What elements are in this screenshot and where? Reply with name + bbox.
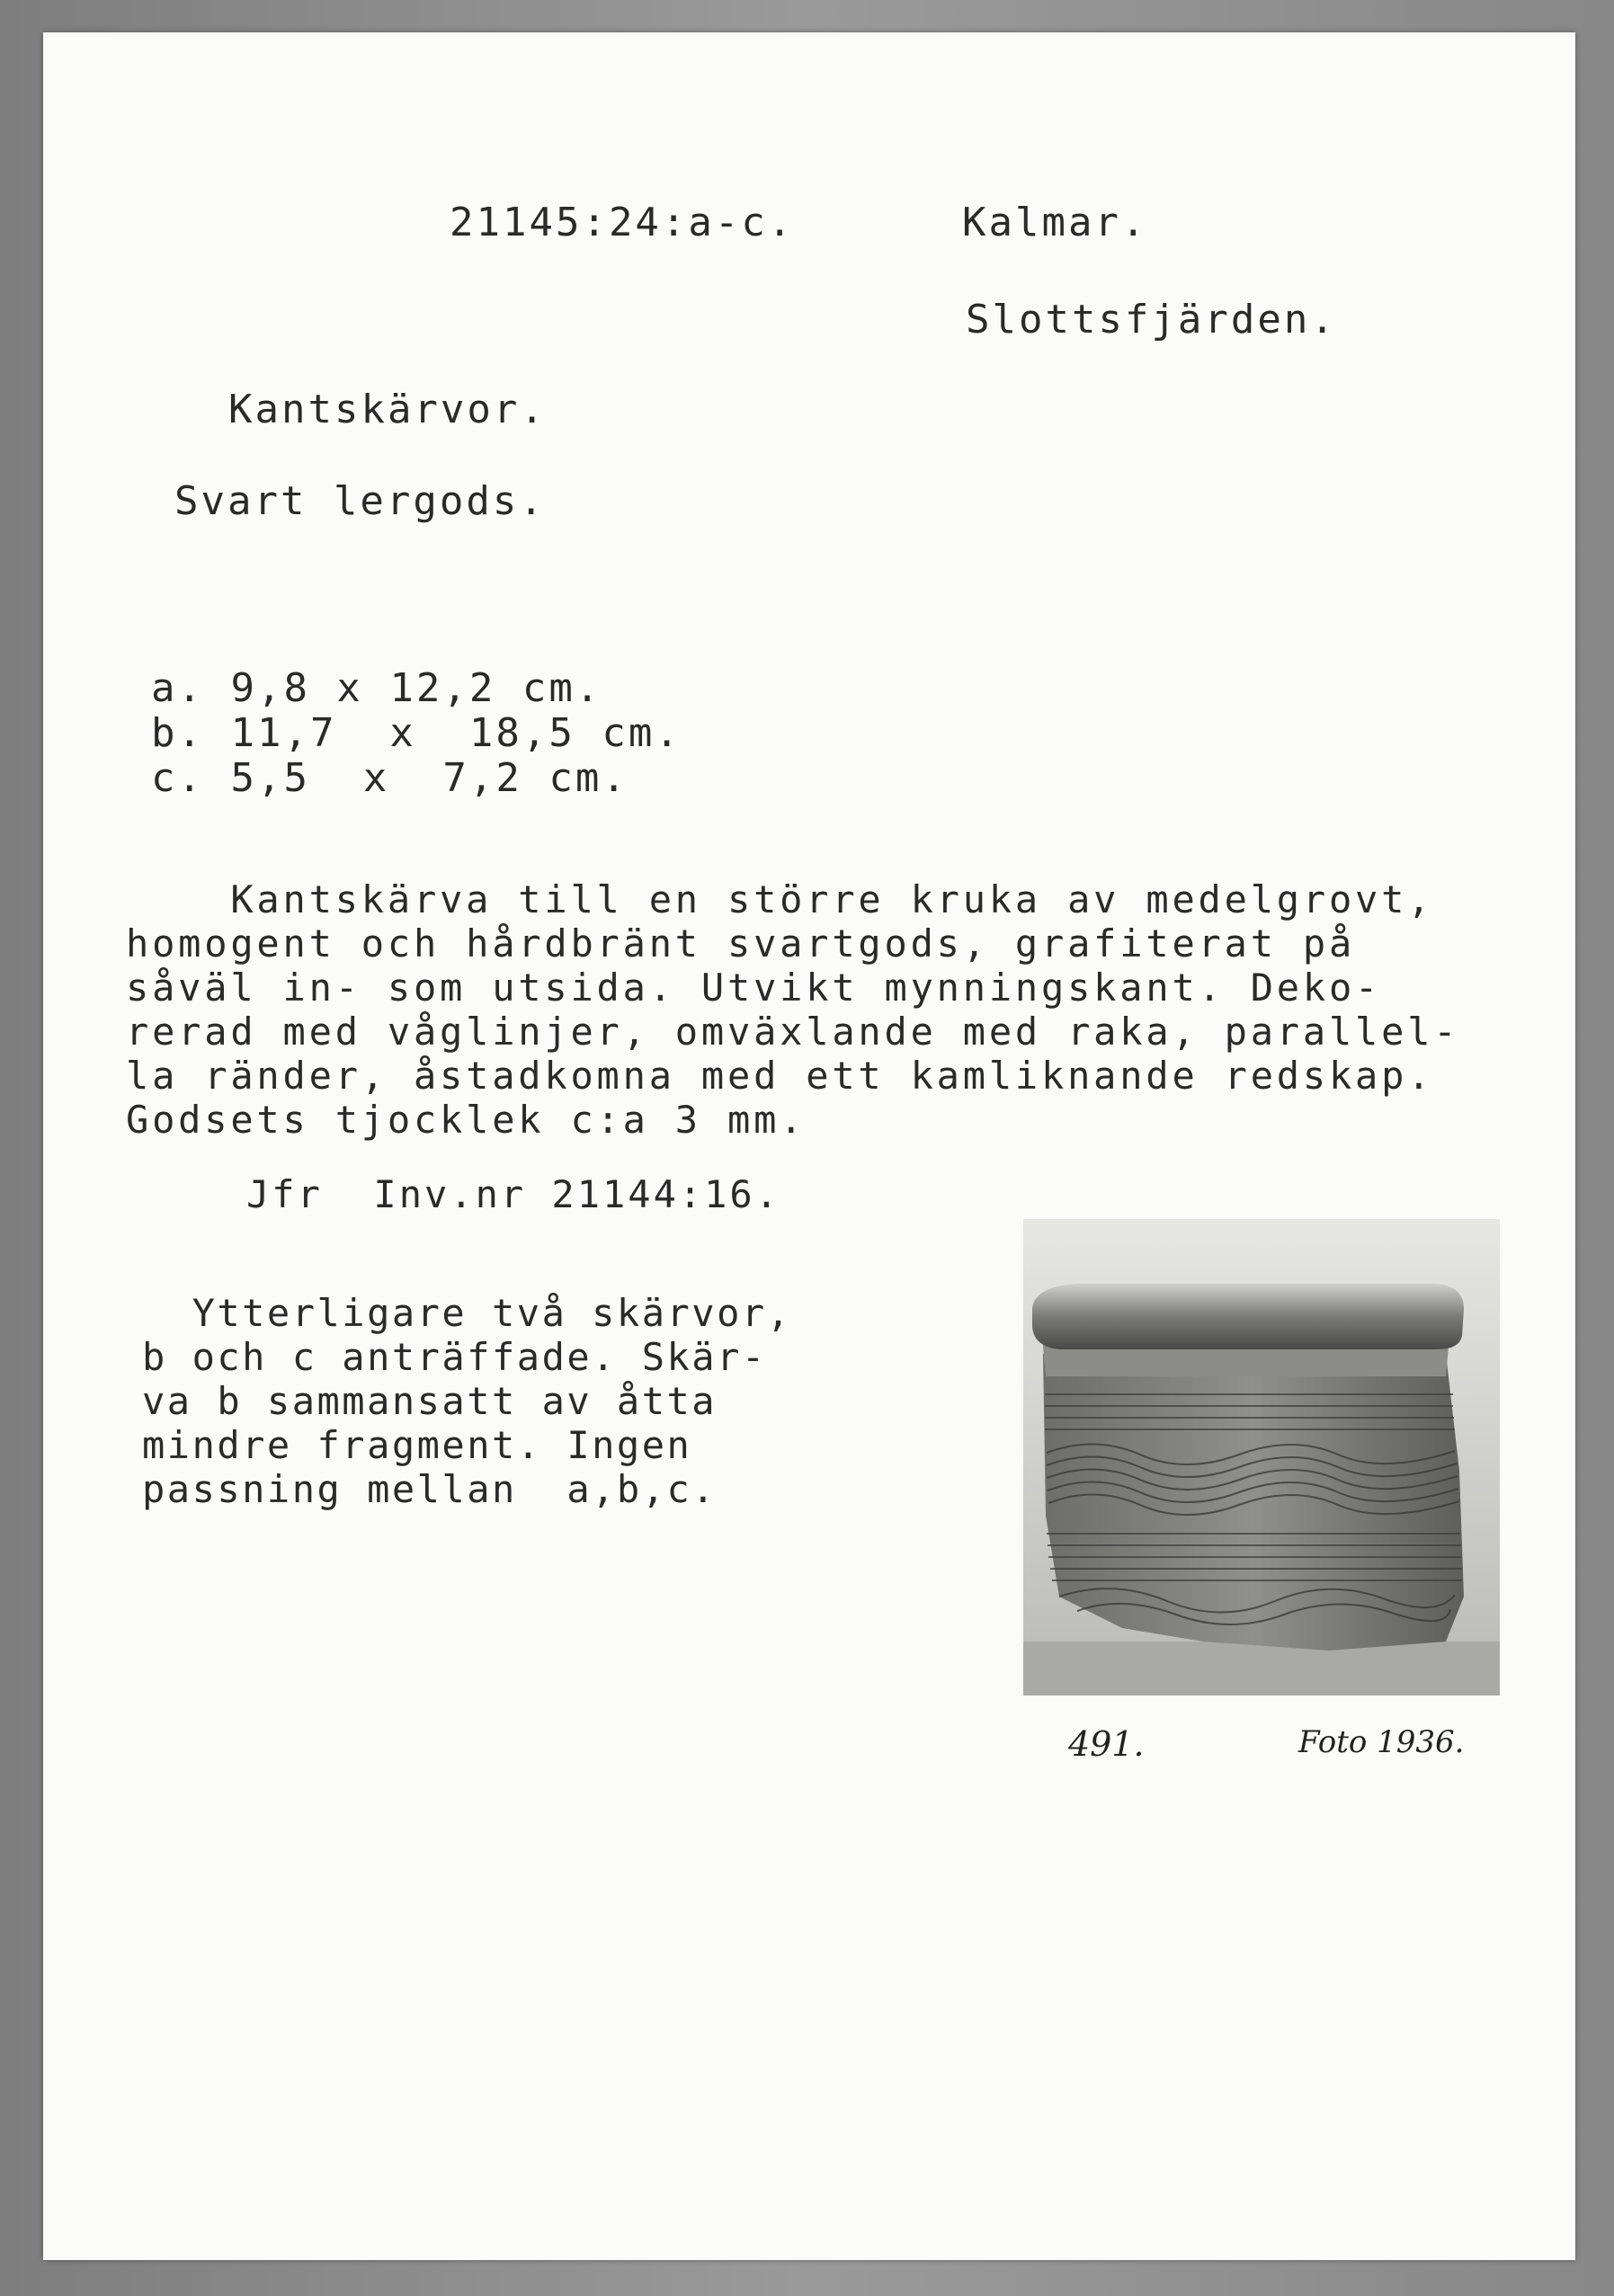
measurement-c: c. 5,5 x 7,2 cm. bbox=[151, 755, 629, 801]
description-line: Godsets tjocklek c:a 3 mm. bbox=[126, 1098, 807, 1142]
description-line: rerad med våglinjer, omväxlande med raka, parallel- bbox=[126, 1010, 1460, 1054]
additional-line: mindre fragment. Ingen bbox=[142, 1423, 692, 1467]
photo-caption: Foto 1936. bbox=[1298, 1724, 1465, 1760]
site-name: Slottsfjärden. bbox=[966, 297, 1337, 343]
pottery-sherd-illustration bbox=[1023, 1219, 1500, 1695]
description-line: såväl in- som utsida. Utvikt mynningskant. Deko- bbox=[126, 966, 1382, 1010]
object-name: Kantskärvor. bbox=[228, 387, 547, 432]
inventory-number: 21145:24:a-c. bbox=[450, 200, 795, 245]
description-line: Kantskärva till en större kruka av medelgrovt, bbox=[126, 877, 1434, 921]
catalog-card bbox=[43, 32, 1575, 2260]
additional-notes bbox=[142, 1291, 791, 1511]
artifact-photo bbox=[1023, 1219, 1500, 1695]
additional-line: Ytterligare två skärvor, bbox=[142, 1291, 792, 1335]
reference-note: Jfr Inv.nr 21144:16. bbox=[246, 1172, 781, 1216]
description-line: la ränder, åstadkomna med ett kamliknande redskap. bbox=[126, 1054, 1434, 1098]
description-block bbox=[126, 877, 1459, 1142]
place-name: Kalmar. bbox=[962, 200, 1148, 245]
additional-line: va b sammansatt av åtta bbox=[142, 1379, 718, 1423]
additional-line: b och c anträffade. Skär- bbox=[142, 1335, 767, 1379]
measurement-b: b. 11,7 x 18,5 cm. bbox=[151, 710, 682, 756]
measurement-a: a. 9,8 x 12,2 cm. bbox=[151, 665, 602, 711]
additional-line: passning mellan a,b,c. bbox=[142, 1467, 718, 1511]
description-line: homogent och hårdbränt svartgods, grafiterat på bbox=[126, 921, 1356, 966]
photo-number: 491. bbox=[1068, 1724, 1145, 1764]
object-material: Svart lergods. bbox=[174, 478, 546, 524]
